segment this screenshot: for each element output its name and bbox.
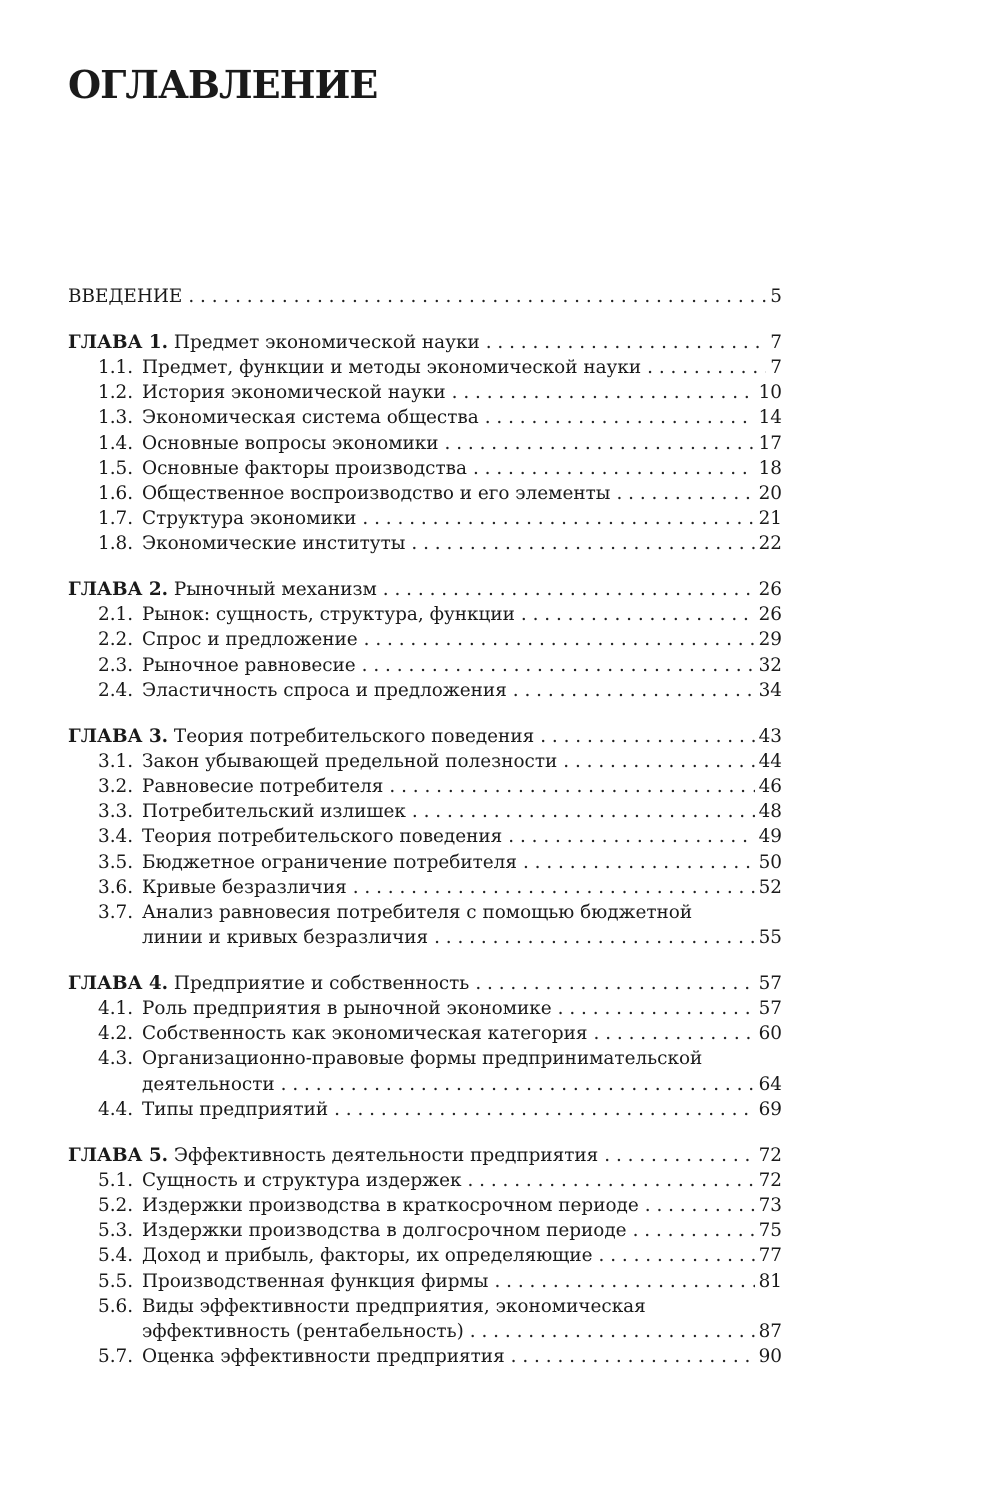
leader-dots [558,996,755,1021]
section-number: 2.3. [98,654,134,676]
section-title: Эластичность спроса и предложения [142,679,507,701]
section-title: История экономической науки [142,382,446,404]
chapter-prefix: ГЛАВА 3. [68,725,169,747]
toc-section-1-3[interactable] [68,405,782,430]
page-number: 44 [758,750,782,772]
section-title: Издержки производства в долгосрочном периоде [142,1220,627,1242]
toc-section-continuation[interactable] [68,1319,782,1344]
page-number: 57 [758,972,782,994]
page-number: 90 [758,1346,782,1368]
section-title: Бюджетное ограничение потребителя [142,851,517,873]
section-title: Производственная функция фирмы [142,1270,489,1292]
leader-dots [475,971,754,996]
leader-dots [334,1097,755,1122]
page-number: 69 [758,1098,782,1120]
toc-section-1-7[interactable] [68,506,782,531]
section-number: 5.3. [98,1220,134,1242]
page-number: 64 [758,1073,782,1095]
chapter-label [68,724,534,749]
leader-dots [452,380,755,405]
section-number: 5.2. [98,1194,134,1216]
section-title: Доход и прибыль, факторы, их определяющие [142,1245,593,1267]
leader-dots [540,724,754,749]
table-of-contents [68,284,782,1369]
section-number: 3.5. [98,851,134,873]
section-number: 4.4. [98,1098,134,1120]
section-title: Экономическая система общества [142,407,479,429]
leader-dots [511,1344,755,1369]
chapter-label [68,971,469,996]
page-number: 60 [758,1023,782,1045]
toc-section-1-4[interactable] [68,431,782,456]
toc-section-continuation[interactable] [68,925,782,950]
section-number: 5.4. [98,1245,134,1267]
page-number: 48 [758,801,782,823]
page-number: 22 [758,533,782,555]
page-number: 46 [758,775,782,797]
section-title: Виды эффективности предприятия, экономическая [142,1295,646,1317]
toc-section-5-3[interactable] [68,1218,782,1243]
page-number: 81 [758,1270,782,1292]
chapter-prefix: ГЛАВА 2. [68,579,169,601]
leader-dots [633,1218,755,1243]
toc-section-1-5[interactable] [68,456,782,481]
chapter-prefix: ГЛАВА 4. [68,972,169,994]
section-title: Предмет, функции и методы экономической науки [142,356,642,378]
page-number: 17 [758,432,782,454]
section-number: 3.4. [98,826,134,848]
page-number: 50 [758,851,782,873]
section-number: 2.1. [98,604,134,626]
page-number: 32 [758,654,782,676]
leader-dots [647,355,766,380]
leader-dots [362,506,754,531]
toc-section-3-2[interactable] [68,774,782,799]
page-number: 52 [758,876,782,898]
page-number: 57 [758,998,782,1020]
section-title: Собственность как экономическая категория [142,1023,588,1045]
leader-dots [563,749,754,774]
toc-section-3-5[interactable] [68,850,782,875]
toc-section-5-7[interactable] [68,1344,782,1369]
page-number: 87 [758,1320,782,1342]
leader-dots [389,774,754,799]
page-number: 18 [758,457,782,479]
section-title-cont: эффективность (рентабельность) [142,1320,464,1342]
section-title: Роль предприятия в рыночной экономике [142,998,552,1020]
chapter-title: Теория потребительского поведения [173,725,535,747]
toc-section-3-7[interactable] [68,900,782,925]
section-title: Структура экономики [142,508,357,530]
section-title: Общественное воспроизводство и его элементы [142,482,611,504]
section-title-cont: линии и кривых безразличия [142,927,429,949]
leader-dots [508,824,754,849]
page-title: ОГЛАВЛЕНИЕ [68,62,378,107]
toc-section-3-1[interactable] [68,749,782,774]
leader-dots [513,678,755,703]
leader-dots [411,531,754,556]
leader-dots [485,405,755,430]
page-number: 26 [758,604,782,626]
toc-section-5-4[interactable] [68,1243,782,1268]
page-number: 34 [758,679,782,701]
leader-dots [521,602,755,627]
page-number: 72 [758,1144,782,1166]
section-title: Рыночное равновесие [142,654,356,676]
section-number: 3.7. [98,901,134,923]
chapter-title: Эффективность деятельности предприятия [173,1144,599,1166]
page-number: 5 [770,285,782,307]
chapter-title: Предмет экономической науки [173,331,480,353]
toc-section-4-1[interactable] [68,996,782,1021]
toc-entry-intro[interactable] [68,284,782,309]
toc-chapter-4[interactable] [68,971,782,996]
entry-label: ВВЕДЕНИЕ [68,285,183,307]
toc-section-3-4[interactable] [68,824,782,849]
page-number: 49 [758,826,782,848]
page-number: 29 [758,629,782,651]
toc-section-2-3[interactable] [68,653,782,678]
section-title: Типы предприятий [142,1098,329,1120]
leader-dots [434,925,754,950]
section-title: Издержки производства в краткосрочном периоде [142,1194,639,1216]
section-number: 5.1. [98,1169,134,1191]
leader-dots [353,875,755,900]
section-number: 3.6. [98,876,134,898]
section-title: Спрос и предложение [142,629,358,651]
toc-section-4-3[interactable] [68,1046,782,1071]
section-number: 3.3. [98,801,134,823]
page-number: 26 [758,579,782,601]
section-title-cont: деятельности [142,1073,275,1095]
section-number: 1.4. [98,432,134,454]
section-number: 2.2. [98,629,134,651]
page-number: 10 [758,382,782,404]
leader-dots [445,431,755,456]
toc-section-2-4[interactable] [68,678,782,703]
chapter-label [68,330,480,355]
toc-section-4-2[interactable] [68,1021,782,1046]
toc-section-1-1[interactable] [68,355,782,380]
section-number: 1.1. [98,356,134,378]
chapter-prefix: ГЛАВА 5. [68,1144,169,1166]
chapter-label [68,577,377,602]
leader-dots [188,284,766,309]
page-number: 20 [758,482,782,504]
section-number: 1.6. [98,482,134,504]
page-number: 75 [758,1220,782,1242]
section-number: 4.3. [98,1048,134,1070]
section-title: Оценка эффективности предприятия [142,1346,505,1368]
leader-dots [645,1193,755,1218]
toc-chapter-1[interactable] [68,330,782,355]
section-title: Организационно-правовые формы предпринимательской [142,1048,703,1070]
toc-chapter-3[interactable] [68,724,782,749]
leader-dots [473,456,755,481]
section-title: Основные вопросы экономики [142,432,439,454]
leader-dots [494,1269,754,1294]
page-number: 14 [758,407,782,429]
section-title: Потребительский излишек [142,801,406,823]
toc-section-2-1[interactable] [68,602,782,627]
page-number: 21 [758,508,782,530]
section-title: Равновесие потребителя [142,775,384,797]
toc-section-4-4[interactable] [68,1097,782,1122]
page-number: 72 [758,1169,782,1191]
toc-section-3-3[interactable] [68,799,782,824]
section-number: 1.8. [98,533,134,555]
leader-dots [523,850,755,875]
chapter-prefix: ГЛАВА 1. [68,331,169,353]
section-number: 4.1. [98,998,134,1020]
section-number: 1.5. [98,457,134,479]
toc-section-3-6[interactable] [68,875,782,900]
leader-dots [467,1168,754,1193]
toc-section-5-5[interactable] [68,1269,782,1294]
section-title: Основные факторы производства [142,457,467,479]
chapter-title: Рыночный механизм [173,579,377,601]
page-number: 7 [770,356,782,378]
toc-section-1-2[interactable] [68,380,782,405]
toc-chapter-5[interactable] [68,1143,782,1168]
section-number: 4.2. [98,1023,134,1045]
leader-dots [599,1243,755,1268]
toc-section-1-8[interactable] [68,531,782,556]
section-number: 5.5. [98,1270,134,1292]
page-number: 7 [770,331,782,353]
section-number: 1.7. [98,508,134,530]
section-title: Рынок: сущность, структура, функции [142,604,515,626]
toc-section-5-6[interactable] [68,1294,782,1319]
section-title: Кривые безразличия [142,876,347,898]
leader-dots [362,653,755,678]
chapter-title: Предприятие и собственность [173,972,470,994]
section-number: 3.2. [98,775,134,797]
leader-dots [412,799,755,824]
section-number: 1.3. [98,407,134,429]
leader-dots [383,577,755,602]
chapter-label [68,1143,598,1168]
section-number: 1.2. [98,382,134,404]
leader-dots [486,330,767,355]
leader-dots [604,1143,754,1168]
section-title: Сущность и структура издержек [142,1169,462,1191]
toc-section-5-2[interactable] [68,1193,782,1218]
leader-dots [281,1072,755,1097]
page-number: 77 [758,1245,782,1267]
section-title: Закон убывающей предельной полезности [142,750,558,772]
leader-dots [594,1021,755,1046]
section-number: 5.6. [98,1295,134,1317]
section-number: 5.7. [98,1346,134,1368]
toc-chapter-2[interactable] [68,577,782,602]
leader-dots [616,481,754,506]
leader-dots [364,627,755,652]
section-title: Теория потребительского поведения [142,826,503,848]
section-number: 2.4. [98,679,134,701]
page-number: 73 [758,1194,782,1216]
toc-section-continuation[interactable] [68,1072,782,1097]
page-number: 43 [758,725,782,747]
section-title: Экономические институты [142,533,406,555]
toc-section-1-6[interactable] [68,481,782,506]
section-title: Анализ равновесия потребителя с помощью бюджетной [142,901,693,923]
toc-section-2-2[interactable] [68,627,782,652]
section-number: 3.1. [98,750,134,772]
leader-dots [470,1319,755,1344]
toc-section-5-1[interactable] [68,1168,782,1193]
page-number: 55 [758,927,782,949]
